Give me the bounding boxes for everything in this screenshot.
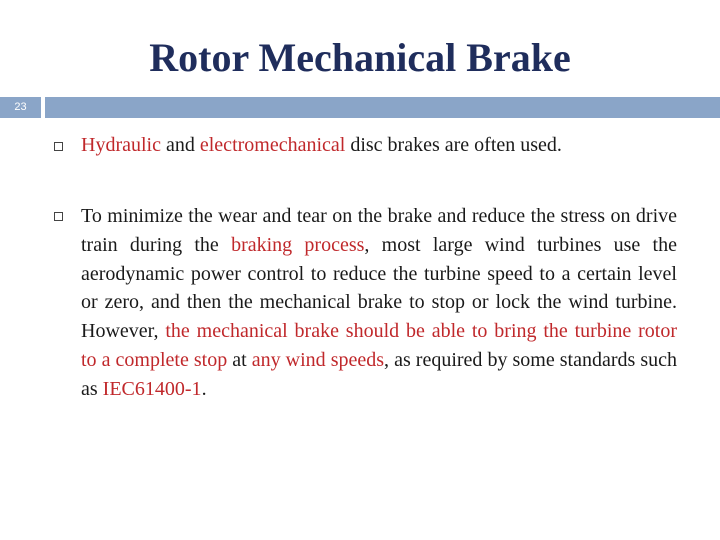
square-bullet-icon (54, 212, 63, 221)
text-segment: , most large wind turbines use the aerodynamic power control to reduce the turbine speed to a certain level or zero, and then the mechanical brake to stop or lock the wind turbine. However, (81, 233, 677, 343)
text-segment: at (227, 348, 252, 371)
text-segment: the mechanical brake should be able to bring the turbine rotor to a complete stop (81, 320, 678, 371)
text-segment: , as required by some standards such as (81, 348, 678, 400)
bullet-text-1 (81, 131, 677, 160)
text-segment: braking process (231, 233, 365, 256)
header-bar (45, 97, 720, 118)
text-segment: To minimize the wear and tear on the brake and reduce the stress on drive train during the (81, 205, 677, 256)
square-bullet-icon (54, 142, 63, 151)
text-segment: IEC61400-1 (102, 377, 202, 400)
text-segment: disc brakes are often used. (345, 134, 562, 156)
text-segment: electromechanical (199, 134, 346, 156)
slide-number: 23 (0, 97, 41, 118)
text-segment: and (160, 134, 200, 156)
text-segment: Hydraulic (81, 134, 161, 156)
slide-title: Rotor Mechanical Brake (149, 35, 571, 80)
bullet-text-2 (81, 202, 677, 404)
text-segment: . (201, 377, 207, 400)
text-segment: any wind speeds (251, 348, 385, 371)
